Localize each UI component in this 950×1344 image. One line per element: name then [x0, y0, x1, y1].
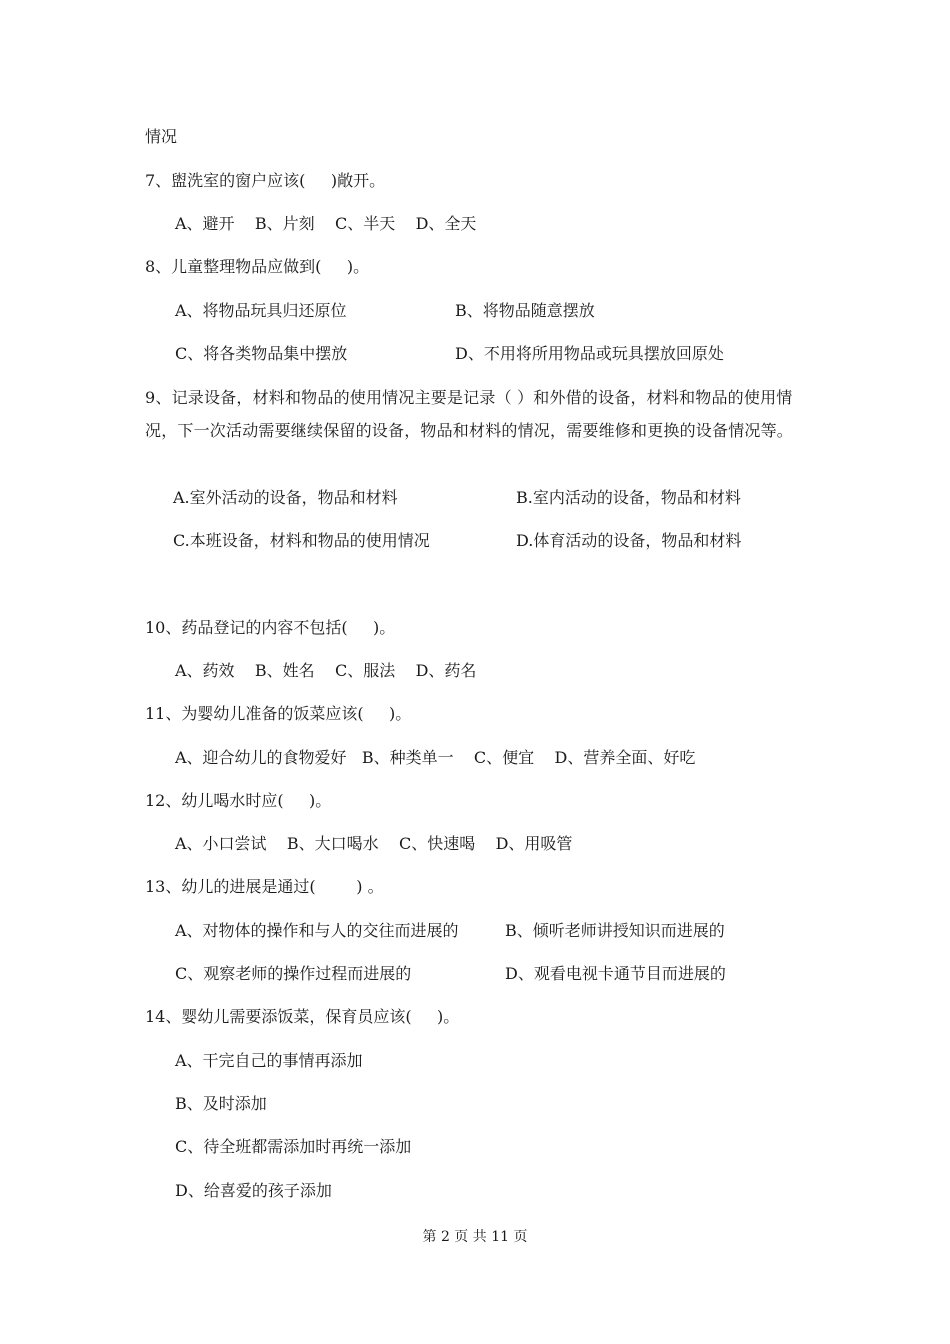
question-7-stem: 7、盥洗室的窗户应该( )敞开。 [145, 171, 386, 190]
question-8-option-d: D、不用将所用物品或玩具摆放回原处 [455, 344, 724, 363]
question-9-option-d: D.体育活动的设备，物品和材料 [516, 531, 742, 550]
question-9-stem: 9、记录设备，材料和物品的使用情况主要是记录（ ）和外借的设备，材料和物品的使用情况，下一次活动需要继续保留的设备，物品和材料的情况，需要维修和更换的设备情况等。 [145, 388, 794, 440]
question-13-option-b: B、倾听老师讲授知识而进展的 [505, 921, 725, 940]
question-9-option-a: A.室外活动的设备，物品和材料 [173, 488, 398, 507]
question-14-option-a: A、干完自己的事情再添加 [175, 1051, 363, 1070]
question-9-option-b: B.室内活动的设备，物品和材料 [516, 488, 741, 507]
question-12-options: A、小口尝试 B、大口喝水 C、快速喝 D、用吸管 [175, 834, 573, 853]
question-12-stem: 12、幼儿喝水时应( )。 [145, 791, 332, 810]
question-7-options: A、避开 B、片刻 C、半天 D、全天 [175, 214, 477, 233]
question-8-stem: 8、儿童整理物品应做到( )。 [145, 257, 370, 276]
question-14-option-c: C、待全班都需添加时再统一添加 [175, 1137, 412, 1156]
question-13-option-a: A、对物体的操作和与人的交往而进展的 [175, 921, 459, 940]
question-9-option-c: C.本班设备，材料和物品的使用情况 [173, 531, 430, 550]
question-11-stem: 11、为婴幼儿准备的饭菜应该( )。 [145, 704, 412, 723]
question-13-option-d: D、观看电视卡通节目而进展的 [505, 964, 726, 983]
question-14-option-b: B、及时添加 [175, 1094, 267, 1113]
question-13-stem: 13、幼儿的进展是通过( ) 。 [145, 877, 384, 896]
continuation-text: 情况 [145, 127, 178, 146]
page-number-footer: 第 2 页 共 11 页 [422, 1229, 528, 1245]
question-10-stem: 10、药品登记的内容不包括( )。 [145, 618, 396, 637]
question-13-option-c: C、观察老师的操作过程而进展的 [175, 964, 412, 983]
question-14-option-d: D、给喜爱的孩子添加 [175, 1181, 332, 1200]
question-11-options: A、迎合幼儿的食物爱好 B、种类单一 C、便宜 D、营养全面、好吃 [175, 748, 696, 767]
question-10-options: A、药效 B、姓名 C、服法 D、药名 [175, 661, 477, 680]
question-8-option-c: C、将各类物品集中摆放 [175, 344, 348, 363]
question-8-option-b: B、将物品随意摆放 [455, 301, 595, 320]
question-14-stem: 14、婴幼儿需要添饭菜，保育员应该( )。 [145, 1007, 460, 1026]
question-8-option-a: A、将物品玩具归还原位 [175, 301, 347, 320]
